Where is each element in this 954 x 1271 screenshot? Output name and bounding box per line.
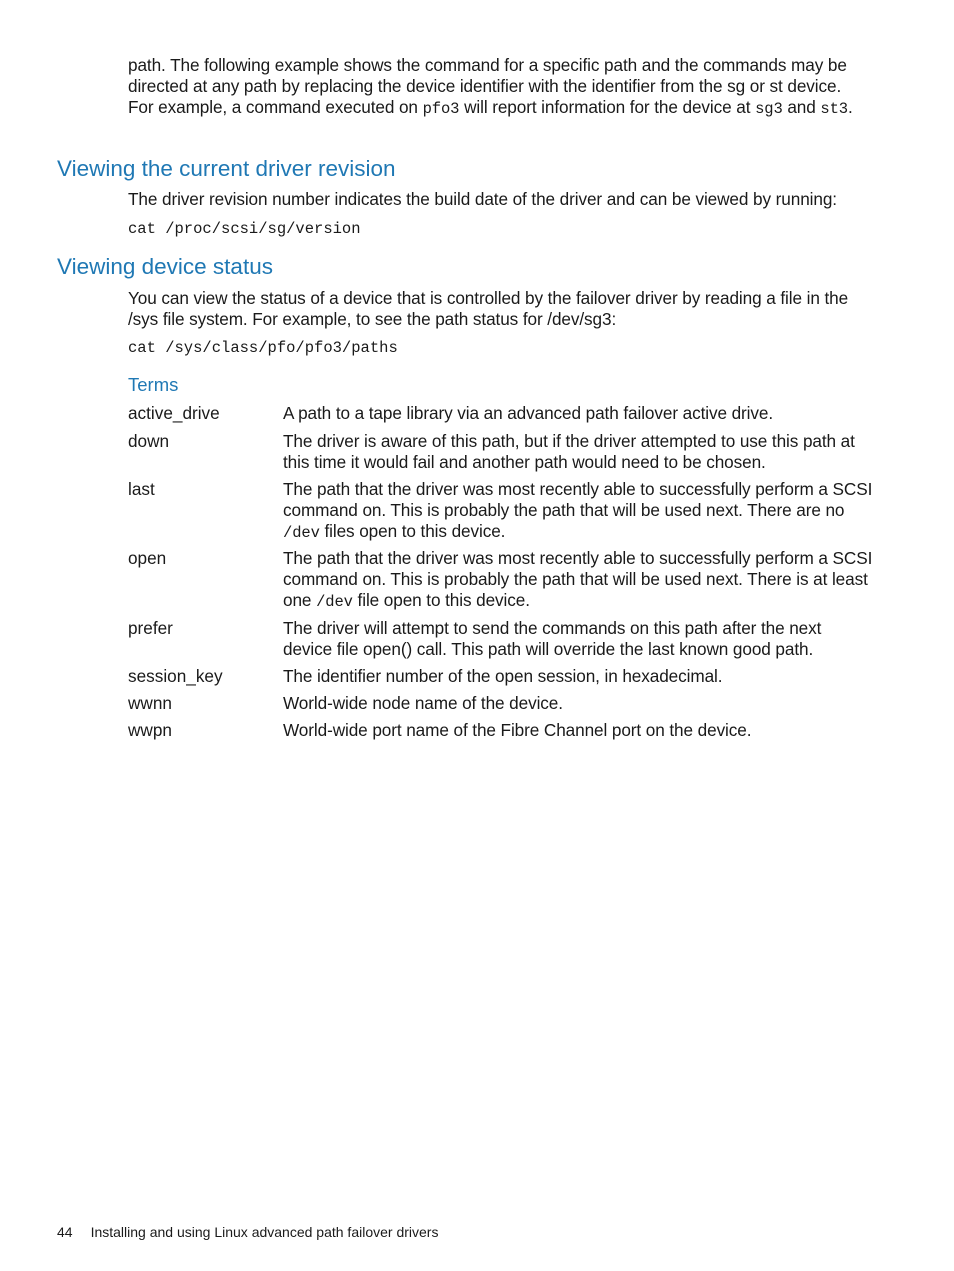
revision-command: cat /proc/scsi/sg/version [128, 220, 361, 238]
term-down: down [128, 431, 170, 451]
def-prefer: The driver will attempt to send the commands on this path after the next device file open() call. This path will override the last known good path. [283, 618, 822, 659]
def-active-drive: A path to a tape library via an advanced path failover active drive. [283, 403, 774, 423]
heading-terms: Terms [128, 374, 179, 395]
def-session-key: The identifier number of the open session, in hexadecimal. [283, 666, 723, 686]
term-session-key: session_key [128, 666, 223, 686]
page-footer [57, 1222, 438, 1242]
status-paragraph: You can view the status of a device that is controlled by the failover driver by reading a file in the /sys file system. For example, to see the path status for /dev/sg3: [128, 288, 849, 329]
inline-code-st3: st3 [820, 100, 849, 118]
term-open: open [128, 548, 167, 568]
heading-device-status: Viewing device status [57, 254, 273, 279]
page-number: 44 [57, 1224, 73, 1240]
footer-title: Installing and using Linux advanced path failover drivers [90, 1224, 439, 1240]
def-wwnn: World-wide node name of the device. [283, 693, 563, 713]
term-wwnn: wwnn [128, 693, 172, 713]
def-wwpn: World-wide port name of the Fibre Channel port on the device. [283, 720, 752, 740]
term-active-drive: active_drive [128, 403, 220, 423]
inline-code-pfo3: pfo3 [422, 100, 460, 118]
inline-code-sg3: sg3 [755, 100, 783, 118]
def-last: The path that the driver was most recently able to successfully perform a SCSI command on. This is probably the path that will be used next. There are no /dev files open to this device. [283, 479, 873, 542]
status-command: cat /sys/class/pfo/pfo3/paths [128, 339, 398, 357]
term-last: last [128, 479, 155, 499]
revision-paragraph: The driver revision number indicates the build date of the driver and can be viewed by running: [128, 189, 837, 209]
heading-driver-revision: Viewing the current driver revision [57, 156, 396, 181]
def-down: The driver is aware of this path, but if the driver attempted to use this path at this time it would fail and another path would need to be chosen. [283, 431, 855, 472]
def-open: The path that the driver was most recently able to successfully perform a SCSI command on. This is probably the path that will be used next. There is at least one /dev file open to this device. [283, 548, 873, 611]
inline-code-dev: /dev [316, 593, 353, 611]
term-prefer: prefer [128, 618, 173, 638]
term-wwpn: wwpn [128, 720, 172, 740]
intro-paragraph: path. The following example shows the command for a specific path and the commands may be directed at any path by replacing the device identifier with the identifier from the sg or st device. For example, a command executed on pfo3 will report information for the device at sg3 and st3. [128, 55, 853, 118]
inline-code-dev: /dev [283, 524, 320, 542]
